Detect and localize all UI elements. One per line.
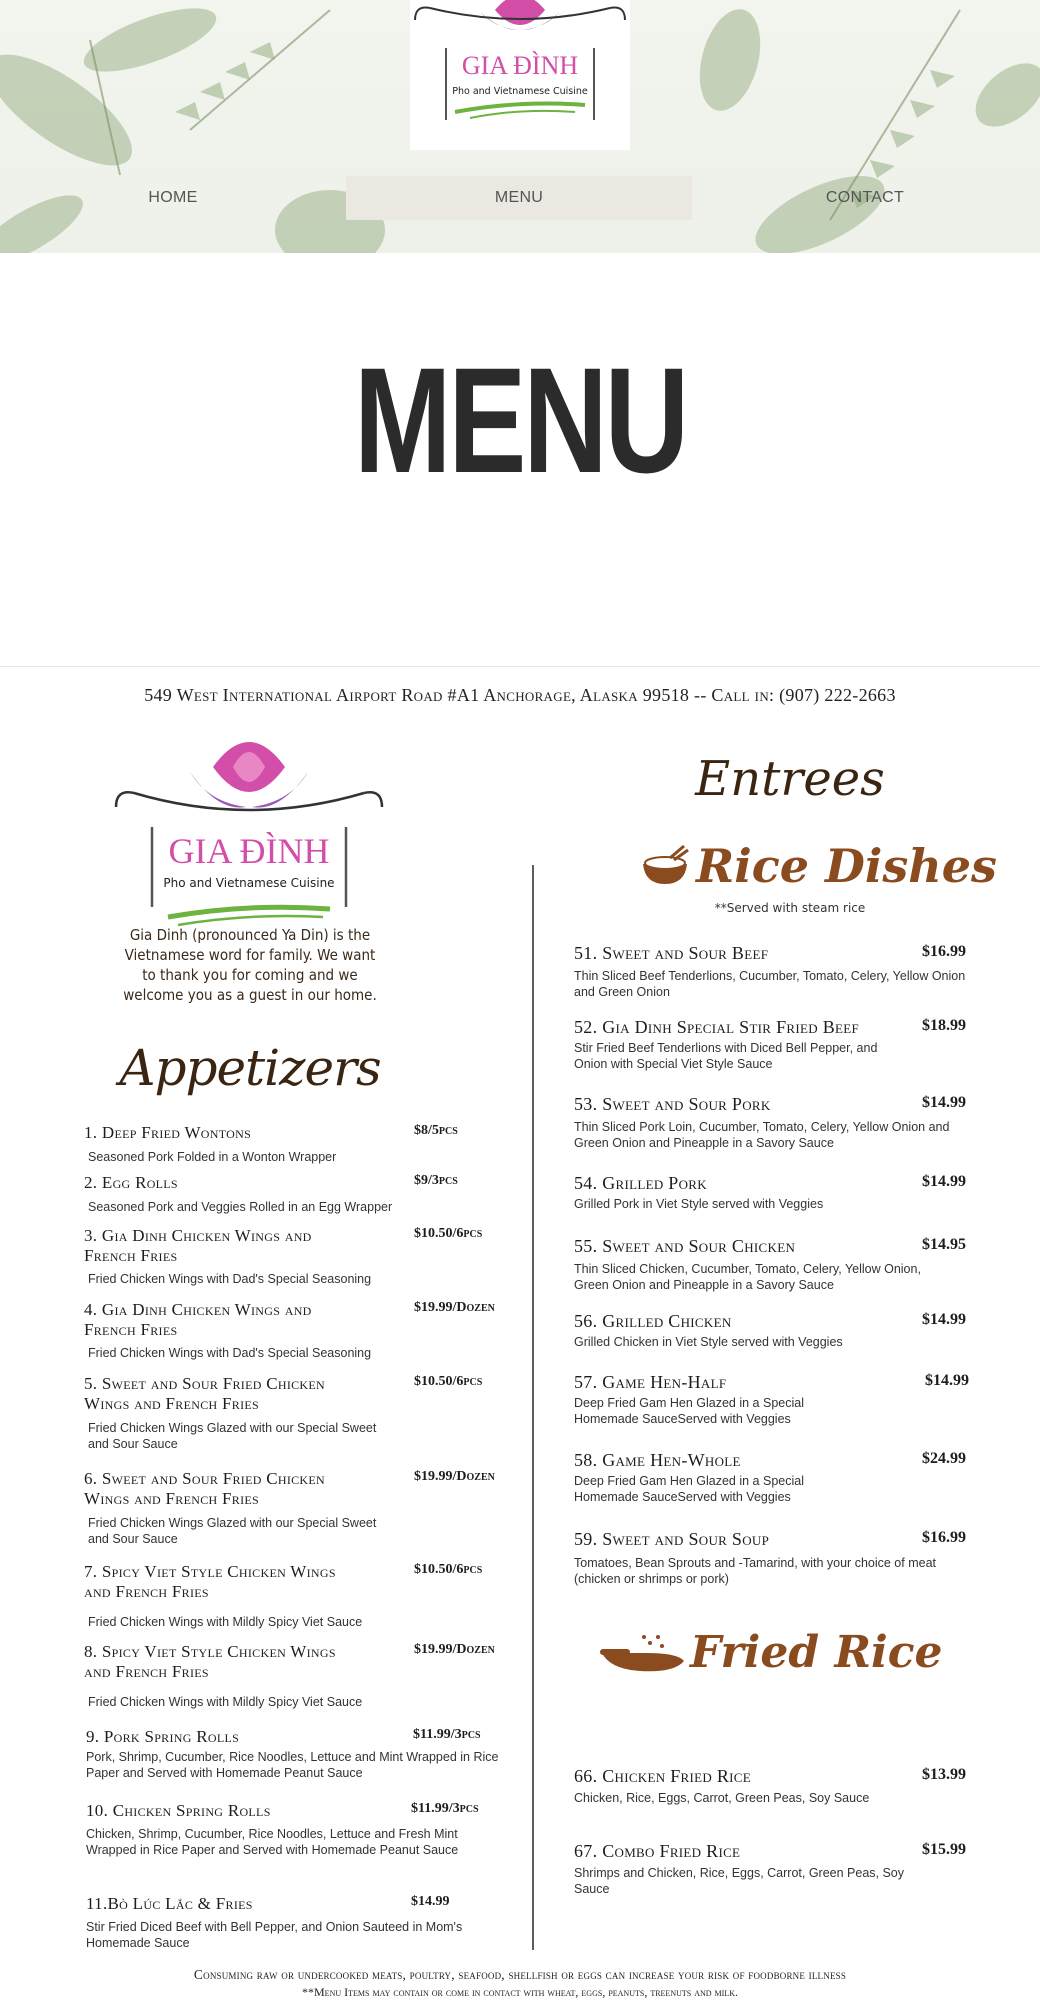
menu-item (84, 1469, 514, 1547)
item-price: $16.99 (922, 1529, 966, 1546)
item-description: Deep Fried Gam Hen Glazed in a Special Homemade SauceServed with Veggies (574, 1474, 804, 1504)
item-description: Seasoned Pork Folded in a Wonton Wrapper (88, 1150, 337, 1164)
item-name: 6. Sweet and Sour Fried Chicken Wings and French Fries (84, 1469, 325, 1508)
header-logo[interactable] (410, 0, 630, 150)
item-description: Tomatoes, Bean Sprouts and -Tamarind, with your choice of meat (chicken or shrimps or pork) (574, 1556, 936, 1586)
nav-contact-link[interactable]: CONTACT (825, 189, 905, 206)
wok-icon (600, 1631, 686, 1675)
menu-item (574, 1311, 980, 1350)
item-price: $13.99 (922, 1766, 966, 1783)
item-name: 2. Egg Rolls (84, 1173, 178, 1192)
item-price: $14.99 (925, 1372, 969, 1389)
menu-item (574, 1094, 980, 1151)
restaurant-address: 549 West International Airport Road #A1 Anchorage, Alaska 99518 -- Call in: (907) 222-2663 (144, 685, 896, 705)
fried-rice-banner (600, 1627, 943, 1678)
item-name: 4. Gia Dinh Chicken Wings and French Fries (84, 1300, 312, 1339)
item-price: $10.50/6pcs (414, 1226, 483, 1241)
item-name: 57. Game Hen-Half (574, 1372, 727, 1392)
lotus-logo-icon (108, 727, 390, 937)
item-description: Fried Chicken Wings with Mildly Spicy Viet Sauce (88, 1695, 363, 1709)
item-price: $19.99/Dozen (414, 1642, 495, 1657)
item-description: Chicken, Shrimp, Cucumber, Rice Noodles, Lettuce and Fresh Mint Wrapped in Rice Paper and Served with Homemade Peanut Sauce (86, 1827, 459, 1857)
menu-sheet (0, 666, 1040, 2000)
item-description: Thin Sliced Beef Tenderlions, Cucumber, Tomato, Celery, Yellow Onion and Green Onion (574, 969, 966, 999)
item-name: 66. Chicken Fried Rice (574, 1766, 751, 1786)
item-description: Grilled Chicken in Viet Style served with Veggies (574, 1335, 843, 1349)
item-name: 52. Gia Dinh Special Stir Fried Beef (574, 1017, 860, 1037)
item-name: 11.Bò Lúc Lắc & Fries (86, 1894, 253, 1913)
item-price: $14.99 (922, 1173, 966, 1190)
item-price: $10.50/6pcs (414, 1562, 483, 1577)
menu-item (84, 1123, 514, 1165)
item-description: Stir Fried Diced Beef with Bell Pepper, and Onion Sauteed in Mom's Homemade Sauce (86, 1920, 463, 1950)
menu-logo (108, 727, 390, 937)
item-description: Pork, Shrimp, Cucumber, Rice Noodles, Lettuce and Mint Wrapped in Rice Paper and Served with Homemade Peanut Sauce (86, 1750, 499, 1780)
menu-item (574, 1529, 980, 1587)
nav-home-link[interactable]: HOME (148, 189, 198, 206)
lotus-logo-icon (410, 0, 630, 150)
item-name: 53. Sweet and Sour Pork (574, 1094, 771, 1114)
item-price: $14.99 (411, 1894, 450, 1909)
about-text: Gia Dinh (pronounced Ya Din) is the Vietnamese word for family. We want to thank you for coming and we welcome you as a guest in our home. (123, 926, 377, 1004)
item-name: 1. Deep Fried Wontons (84, 1123, 252, 1142)
column-divider (532, 865, 534, 1950)
item-name: 58. Game Hen-Whole (574, 1450, 741, 1470)
menu-item (574, 1766, 980, 1806)
menu-item (86, 1801, 516, 1858)
menu-item (84, 1562, 514, 1630)
item-description: Grilled Pork in Viet Style served with Veggies (574, 1197, 824, 1211)
item-description: Thin Sliced Chicken, Cucumber, Tomato, Celery, Yellow Onion, Green Onion and Pineapple in a Savory Sauce (574, 1262, 921, 1292)
item-description: Fried Chicken Wings Glazed with our Special Sweet and Sour Sauce (88, 1516, 377, 1546)
menu-item (574, 1450, 980, 1505)
item-name: 3. Gia Dinh Chicken Wings and French Fries (84, 1226, 312, 1265)
allergy-notice: **Menu Items may contain or come in contact with wheat, eggs, peanuts, treenuts and milk. (302, 1985, 738, 1999)
item-price: $19.99/Dozen (414, 1469, 495, 1484)
item-name: 67. Combo Fried Rice (574, 1841, 741, 1861)
menu-item (574, 1017, 980, 1072)
item-name: 55. Sweet and Sour Chicken (574, 1236, 796, 1256)
item-name: 56. Grilled Chicken (574, 1311, 732, 1331)
site-header (0, 0, 1040, 253)
main-nav (0, 176, 1040, 220)
menu-item (86, 1894, 516, 1951)
item-description: Thin Sliced Pork Loin, Cucumber, Tomato, Celery, Yellow Onion and Green Onion and Pineapple in a Savory Sauce (574, 1120, 950, 1150)
menu-item (84, 1173, 514, 1215)
logo-name: GIA ĐÌNH (461, 51, 579, 80)
menu-item (84, 1226, 514, 1287)
item-price: $14.99 (922, 1094, 966, 1111)
fried-rice-heading: Fried Rice (690, 1627, 943, 1678)
item-description: Chicken, Rice, Eggs, Carrot, Green Peas, Soy Sauce (574, 1791, 870, 1805)
item-name: 7. Spicy Viet Style Chicken Wings and French Fries (84, 1562, 336, 1601)
item-description: Seasoned Pork and Veggies Rolled in an Egg Wrapper (88, 1200, 393, 1214)
item-description: Fried Chicken Wings with Dad's Special Seasoning (88, 1272, 372, 1286)
item-price: $18.99 (922, 1017, 966, 1034)
item-price: $10.50/6pcs (414, 1374, 483, 1389)
menu-item (86, 1727, 516, 1781)
item-price: $11.99/3pcs (411, 1801, 479, 1816)
menu-item (574, 1236, 980, 1293)
item-description: Shrimps and Chicken, Rice, Eggs, Carrot, Green Peas, Soy Sauce (574, 1866, 905, 1896)
menu-item (574, 943, 980, 1000)
item-name: 8. Spicy Viet Style Chicken Wings and French Fries (84, 1642, 336, 1681)
menu-logo-tagline: Pho and Vietnamese Cuisine (163, 876, 335, 890)
menu-item (84, 1374, 514, 1452)
item-price: $15.99 (922, 1841, 966, 1858)
item-name: 9. Pork Spring Rolls (86, 1727, 240, 1746)
item-price: $14.99 (922, 1311, 966, 1328)
item-price: $11.99/3pcs (413, 1727, 481, 1742)
item-name: 51. Sweet and Sour Beef (574, 943, 769, 963)
menu-item (84, 1300, 514, 1361)
item-name: 59. Sweet and Sour Soup (574, 1529, 770, 1549)
menu-item (574, 1841, 980, 1897)
item-price: $8/5pcs (414, 1123, 458, 1138)
appetizers-heading: Appetizers (119, 1039, 381, 1097)
menu-item (574, 1372, 980, 1427)
item-price: $19.99/Dozen (414, 1300, 495, 1315)
food-safety-warning: Consuming raw or undercooked meats, poultry, seafood, shellfish or eggs can increase your risk of foodborne illness (193, 1967, 847, 1982)
rice-note: **Served with steam rice (714, 901, 866, 915)
entrees-heading: Entrees (695, 751, 885, 807)
item-name: 54. Grilled Pork (574, 1173, 707, 1193)
rice-dishes-banner (640, 839, 997, 893)
item-name: 5. Sweet and Sour Fried Chicken Wings and French Fries (84, 1374, 325, 1413)
page-title: MENU (353, 336, 687, 504)
menu-logo-name: GIA ĐÌNH (168, 831, 330, 871)
item-price: $16.99 (922, 943, 966, 960)
item-description: Fried Chicken Wings with Mildly Spicy Viet Sauce (88, 1615, 363, 1629)
item-price: $24.99 (922, 1450, 966, 1467)
item-price: $9/3pcs (414, 1173, 458, 1188)
item-description: Fried Chicken Wings Glazed with our Special Sweet and Sour Sauce (88, 1421, 377, 1451)
nav-menu-link[interactable]: MENU (346, 176, 692, 220)
item-description: Fried Chicken Wings with Dad's Special Seasoning (88, 1346, 372, 1360)
rice-bowl-icon (640, 844, 690, 888)
rice-dishes-heading: Rice Dishes (696, 839, 997, 893)
item-description: Stir Fried Beef Tenderlions with Diced Bell Pepper, and Onion with Special Viet Style Sauce (574, 1041, 878, 1071)
menu-item (84, 1642, 514, 1710)
menu-item (574, 1173, 980, 1212)
item-name: 10. Chicken Spring Rolls (86, 1801, 271, 1820)
logo-tagline: Pho and Vietnamese Cuisine (452, 86, 588, 97)
item-price: $14.95 (922, 1236, 966, 1253)
item-description: Deep Fried Gam Hen Glazed in a Special Homemade SauceServed with Veggies (574, 1396, 804, 1426)
